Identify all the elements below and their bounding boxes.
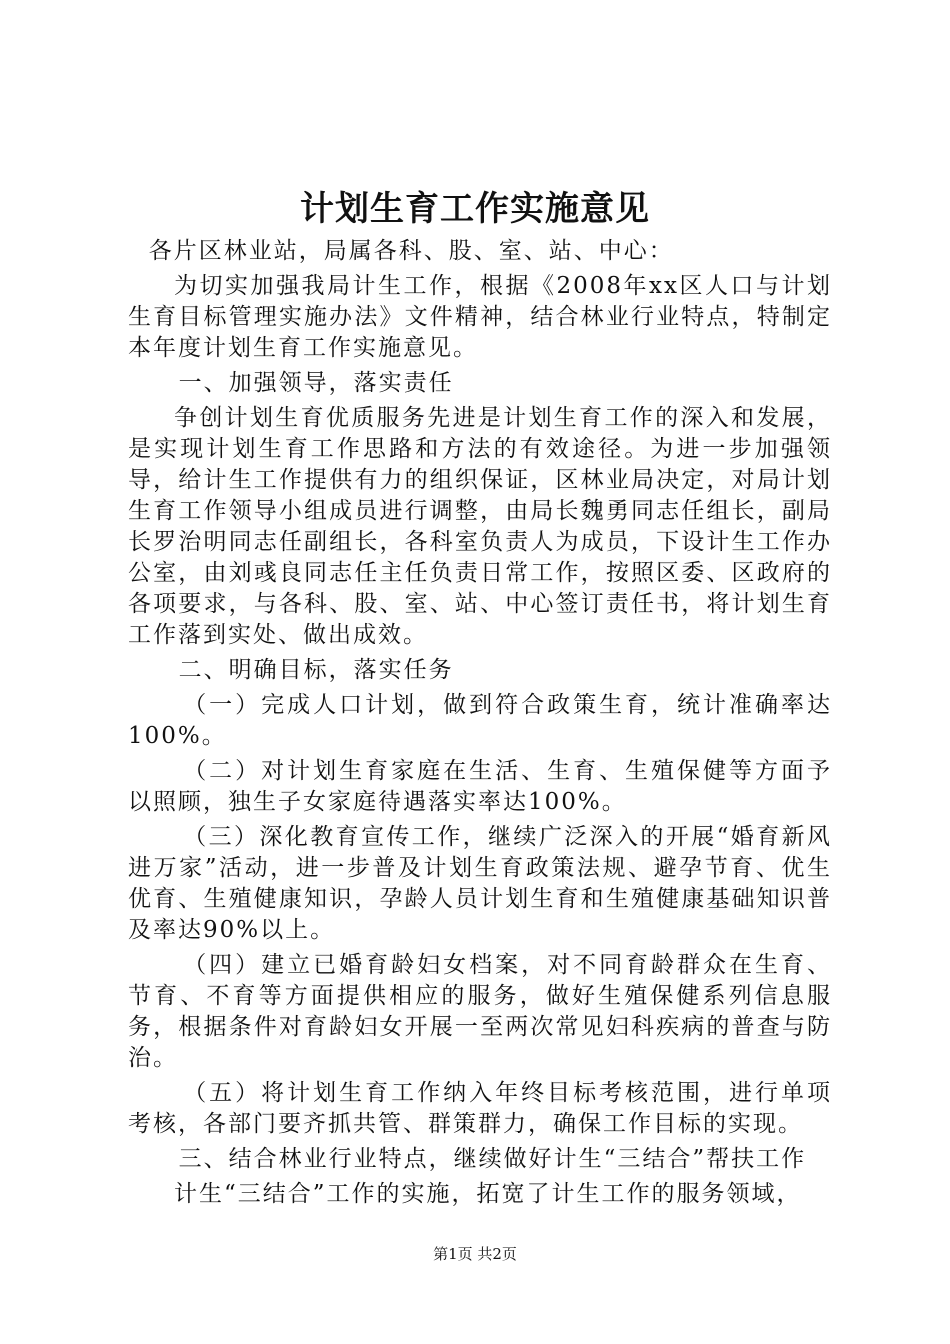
item-2-paragraph: （二）对计划生育家庭在生活、生育、生殖保健等方面予以照顾，独生子女家庭待遇落实率达100%。 <box>128 758 832 815</box>
item-4-paragraph: （四）建立已婚育龄妇女档案，对不同育龄群众在生育、节育、不育等方面提供相应的服务，做好生殖保健系列信息服务，根据条件对育龄妇女开展一至两次常见妇科疾病的普查与防治。 <box>128 952 832 1071</box>
section-3-paragraph: 计生“三结合”工作的实施，拓宽了计生工作的服务领域， <box>174 1181 802 1207</box>
document-title: 计划生育工作实施意见 <box>300 189 650 229</box>
page-footer: 第1页 共2页 <box>433 1245 517 1263</box>
item-3-paragraph: （三）深化教育宣传工作，继续广泛深入的开展“婚育新风进万家”活动，进一步普及计划生育政策法规、避孕节育、优生优育、生殖健康知识，孕龄人员计划生育和生殖健康基础知识普及率达90%以上。 <box>128 824 832 943</box>
item-5-paragraph: （五）将计划生育工作纳入年终目标考核范围，进行单项考核，各部门要齐抓共管、群策群力，确保工作目标的实现。 <box>128 1080 832 1137</box>
section-heading-3: 三、结合林业行业特点，继续做好计生“三结合”帮扶工作 <box>178 1146 807 1172</box>
section-1-paragraph: 争创计划生育优质服务先进是计划生育工作的深入和发展，是实现计划生育工作思路和方法的有效途径。为进一步加强领导，给计生工作提供有力的组织保证，区林业局决定，对局计划生育工作领导小组成员进行调整，由局长魏勇同志任组长，副局长罗治明同志任副组长，各科室负责人为成员，下设计生工作办公室，由刘彧良同志任主任负责日常工作，按照区委、区政府的各项要求，与各科、股、室、站、中心签订责任书，将计划生育工作落到实处、做出成效。 <box>128 405 832 648</box>
salutation-paragraph: 各片区林业站，局属各科、股、室、站、中心： <box>148 238 674 264</box>
section-heading-2: 二、明确目标，落实任务 <box>178 657 454 683</box>
section-heading-1: 一、加强领导，落实责任 <box>178 370 454 396</box>
item-1-paragraph: （一）完成人口计划，做到符合政策生育，统计准确率达100%。 <box>128 692 832 749</box>
intro-paragraph: 为切实加强我局计生工作，根据《2008年xx区人口与计划生育目标管理实施办法》文件精神，结合林业行业特点，特制定本年度计划生育工作实施意见。 <box>128 273 832 361</box>
document-body <box>128 236 832 1214</box>
